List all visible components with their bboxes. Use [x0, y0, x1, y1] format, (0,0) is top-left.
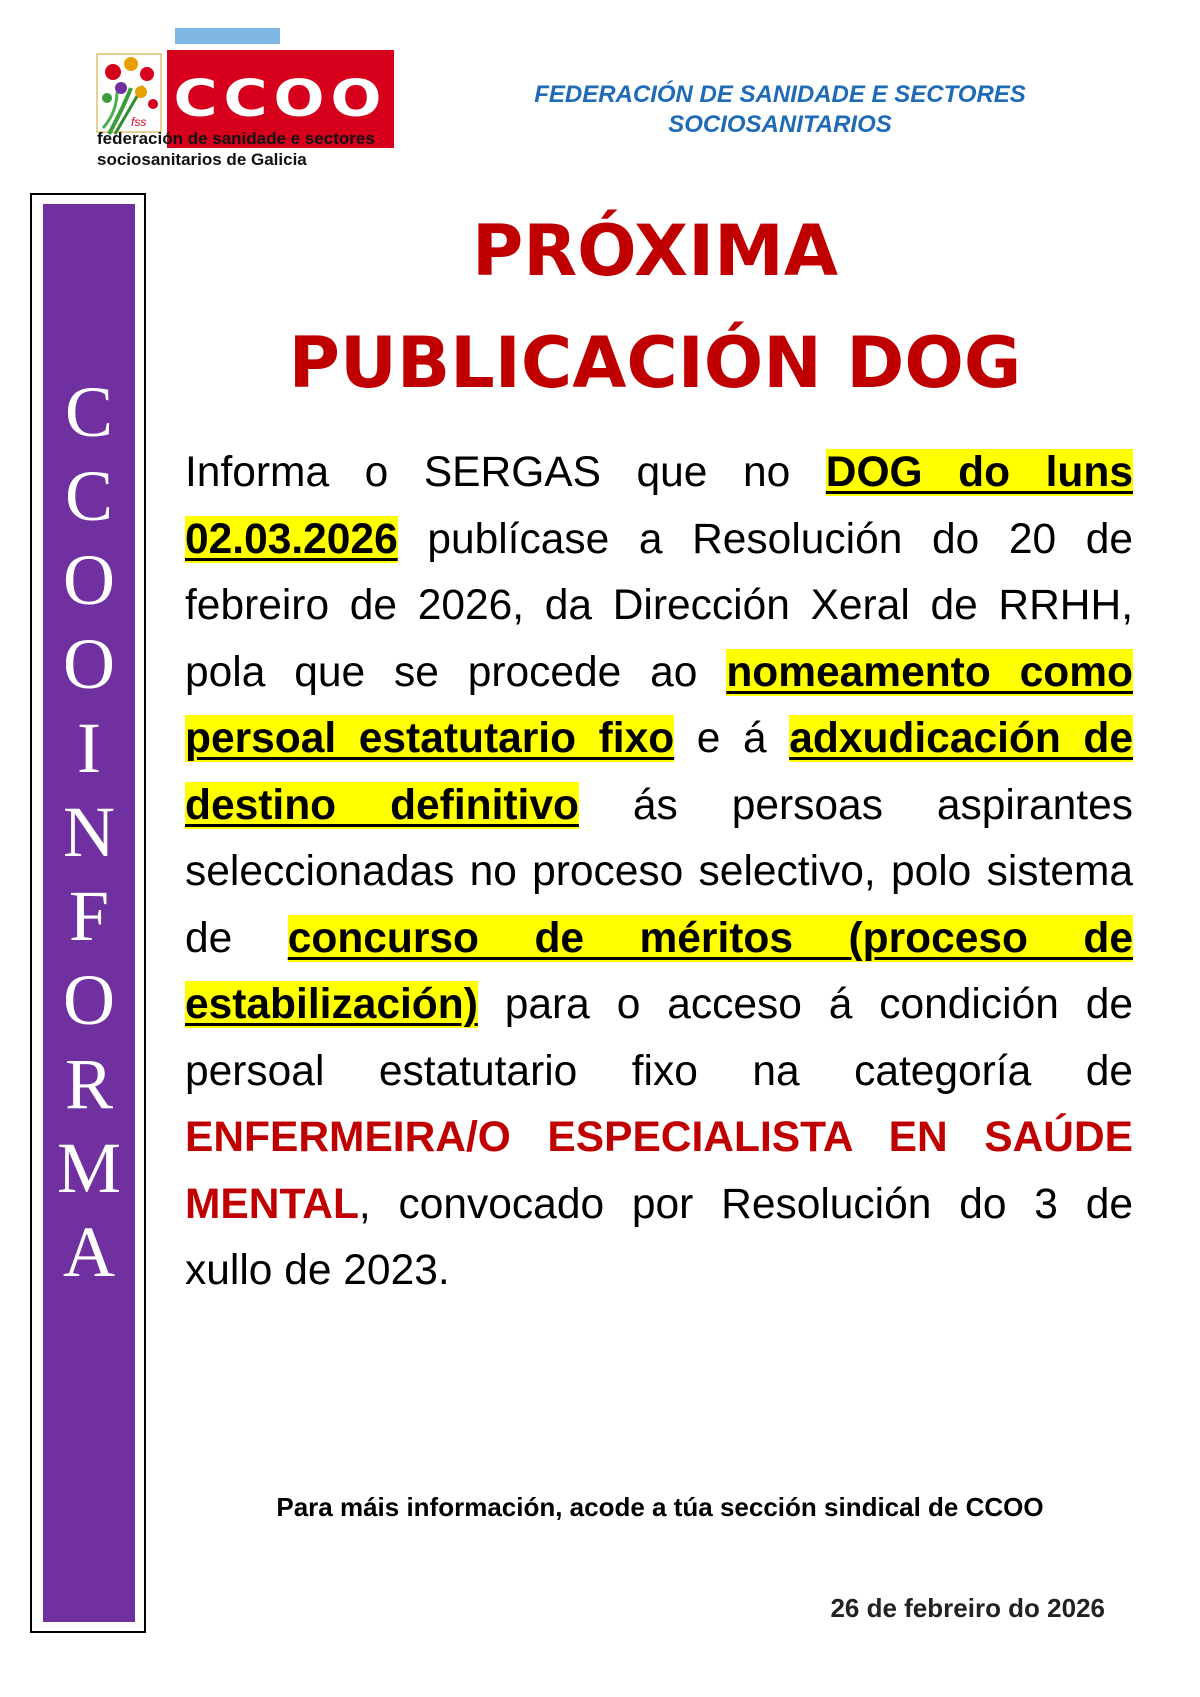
- ccoo-logo: [95, 28, 425, 173]
- side-letter: O: [63, 540, 115, 620]
- side-letter: O: [63, 624, 115, 704]
- title-line2: PUBLICACIÓN DOG: [288, 322, 1022, 404]
- header-line1: FEDERACIÓN DE SANIDADE E SECTORES: [534, 81, 1026, 108]
- body-text-segment: e á: [674, 715, 790, 762]
- highlight-dog-date: DOG do luns 02.03.2026: [185, 449, 1133, 563]
- highlight-destination: adxudicación de destino definitivo: [185, 715, 1134, 829]
- highlight-appointment: nomeamento como persoal estatutario fixo: [185, 648, 1134, 762]
- logo-caption-line1: federación de sanidade e sectores: [97, 129, 375, 148]
- side-letter: I: [77, 708, 101, 788]
- side-letter: N: [63, 792, 115, 872]
- body-text-segment: , convocado por Resolución do 3 de xullo de 2023.: [185, 1180, 1133, 1294]
- page-title: [180, 195, 1130, 419]
- announcement-body: [185, 440, 1133, 1305]
- side-letter: R: [64, 1044, 114, 1124]
- title-line1: PRÓXIMA: [471, 210, 839, 292]
- body-text-segment: Informa o SERGAS que no: [185, 449, 826, 496]
- logo-caption-line2: sociosanitarios de Galicia: [97, 150, 307, 169]
- category-name: ENFERMEIRA/O ESPECIALISTA EN SAÚDE MENTAL: [185, 1114, 1133, 1228]
- header-line2: SOCIOSANITARIOS: [668, 111, 892, 138]
- footer-info: Para máis información, acode a túa sección sindical de CCOO: [276, 1492, 1044, 1522]
- side-letter: O: [63, 960, 115, 1040]
- side-letter: A: [63, 1212, 115, 1292]
- body-text-segment: para o acceso á condición de persoal estatutario fixo na categoría de: [185, 981, 1133, 1095]
- body-text-segment: publícase a Resolución do 20 de febreiro de 2026, da Dirección Xeral de RRHH, pola que se procede ao: [185, 515, 1133, 696]
- publication-date: 26 de febreiro do 2026: [830, 1593, 1105, 1623]
- federation-header: [470, 80, 1090, 140]
- side-letter: C: [64, 372, 114, 452]
- highlight-contest: concurso de méritos (proceso de estabilización): [185, 914, 1133, 1028]
- body-text-segment: ás persoas aspirantes seleccionadas no proceso selectivo, polo sistema de: [185, 781, 1133, 962]
- side-letter: F: [68, 876, 110, 956]
- side-banner: [43, 204, 135, 1622]
- logo-wordmark: CCOO: [173, 69, 388, 129]
- logo-top-bar: [175, 28, 280, 44]
- side-banner-text: [57, 370, 121, 1294]
- side-letter: M: [56, 1128, 122, 1208]
- svg-text:fss: fss: [131, 115, 147, 129]
- side-letter: C: [64, 456, 114, 536]
